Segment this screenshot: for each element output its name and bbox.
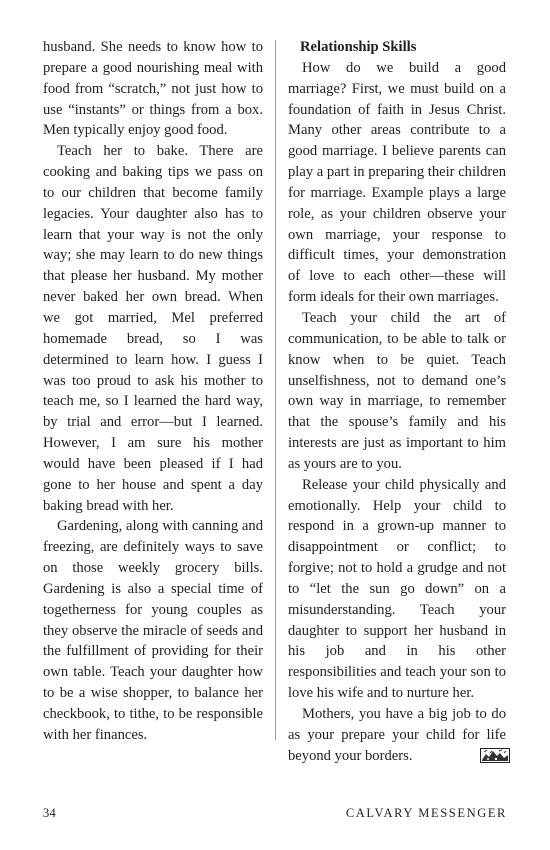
column-divider <box>275 40 276 740</box>
right-paragraph-4 <box>288 704 506 767</box>
left-paragraph-2: Teach her to bake. There are cooking and baking tips we pass on to our children that become family legacies. Your daughter also has to learn that your way is not the only way; she may learn to do new things that please her husband. My mother never baked her own bread. When we got married, Mel preferred homemade bread, so I was determined to learn how. I guess I was too proud to ask his mother to teach me, so I learned the hard way, by trial and error—but I learned. However, I am sure his mother would have been pleased if I had gone to her house and spent a day baking bread with her. <box>43 143 263 514</box>
right-paragraph-1: How do we build a good marriage? First, we must build on a foundation of faith in Jesus Christ. Many other areas contribute to a good marriage. I believe parents can play a part in preparing their children for marriage. Example plays a large role, as your children observe your own marriage, your response to difficult times, your demonstration of love to each other—these will form ideals for their own marriages. <box>288 59 507 306</box>
left-paragraph-1: husband. She needs to know how to prepare a good nourishing meal with food from “scratch,” not just how to use “instants” or things from a box. Men typically enjoy good food. <box>43 39 263 139</box>
left-column <box>43 37 263 746</box>
right-paragraph-3: Release your child physically and emotionally. Help your child to respond in a grown-up manner to disappointment or conflict; to forgive; not to hold a grudge and not to “let the sun go down” on a misunderstanding. Teach your daughter to support her husband in his job and in his other responsibilities and teach your son to love his wife and to nurture her. <box>288 476 506 702</box>
right-paragraph-2: Teach your child the art of communication, to be able to talk or know when to be quiet. Teach unselfishness, not to demand one’s own way in marriage, to remember that the spouse’s family and his interests are just as important to him as yours are to you. <box>288 309 506 472</box>
end-of-article-ornament-icon <box>466 748 496 763</box>
section-heading: Relationship Skills <box>300 39 417 55</box>
closing-text: Mothers, you have a big job to do as your prepare your child for life beyond your borders. <box>288 706 506 764</box>
left-paragraph-3: Gardening, along with canning and freezing, are definitely ways to save on those weekly grocery bills. Gardening is also a special time of togetherness for young couples as they observe the miracle of seeds and the fulfillment of providing for their own table. Teach your daughter how to be a wise shopper, to balance her checkbook, to tithe, to be responsible with her finances. <box>43 518 263 743</box>
publication-name: CALVARY MESSENGER <box>345 806 507 820</box>
page-number: 34 <box>43 806 57 820</box>
right-column <box>288 37 506 767</box>
